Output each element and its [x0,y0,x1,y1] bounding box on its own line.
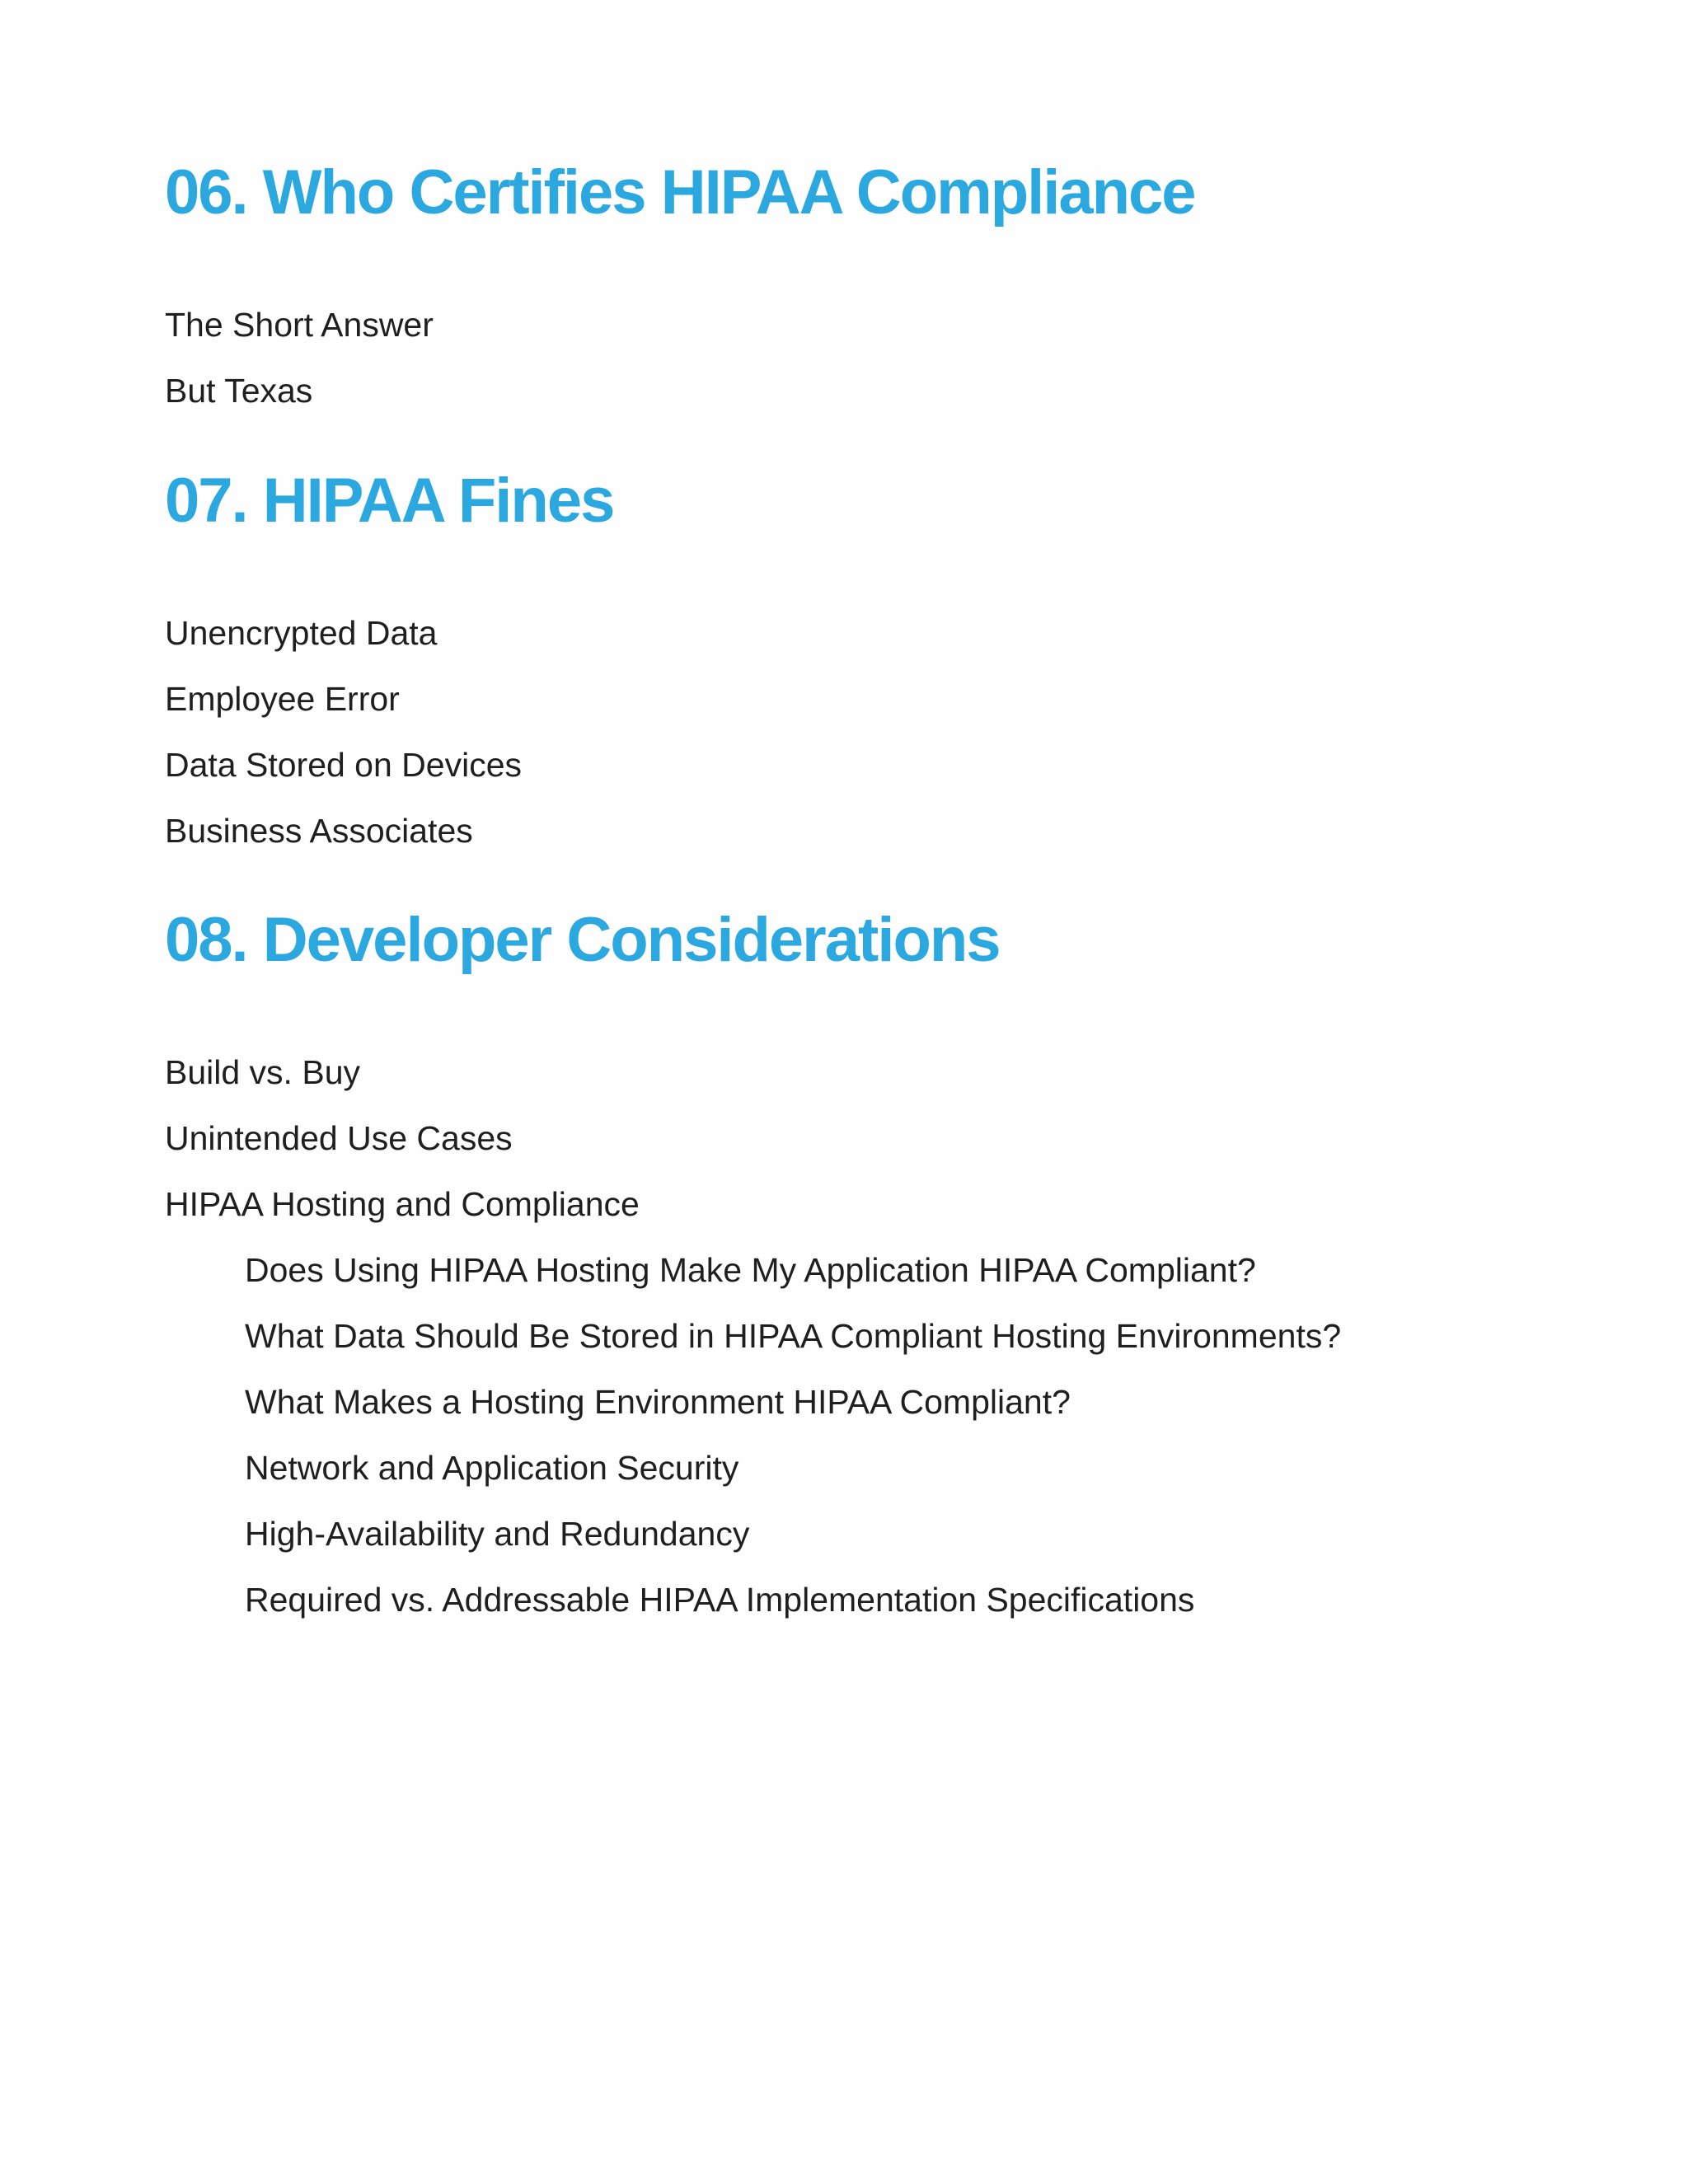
toc-item-the-short-answer[interactable]: The Short Answer [165,306,434,344]
toc-section-07 [165,466,1566,864]
section-heading-06: 06. Who Certifies HIPAA Compliance [165,157,1195,227]
toc-list-07 [165,600,1566,864]
section-heading-08: 08. Developer Considerations [165,905,1000,975]
toc-item-unintended-use-cases[interactable]: Unintended Use Cases [165,1119,513,1157]
toc-list-06 [165,292,1566,424]
toc-item-employee-error[interactable]: Employee Error [165,680,400,718]
toc-subitem-what-makes-hosting-compliant[interactable]: What Makes a Hosting Environment HIPAA Compliant? [245,1383,1071,1421]
toc-section-06 [165,157,1566,424]
section-heading-07: 07. HIPAA Fines [165,466,614,536]
toc-item-data-stored-on-devices[interactable]: Data Stored on Devices [165,746,523,784]
toc-item-hipaa-hosting-and-compliance[interactable]: HIPAA Hosting and Compliance [165,1185,640,1223]
toc-list-08 [165,1039,1566,1633]
toc-subitem-hosting-make-app-compliant[interactable]: Does Using HIPAA Hosting Make My Application HIPAA Compliant? [245,1251,1256,1289]
toc-item-business-associates[interactable]: Business Associates [165,812,473,850]
toc-item-unencrypted-data[interactable]: Unencrypted Data [165,614,438,652]
toc-section-08 [165,905,1566,1633]
toc-subitem-high-availability-and-redundancy[interactable]: High-Availability and Redundancy [245,1515,750,1553]
toc-subitem-network-and-application-security[interactable]: Network and Application Security [245,1449,739,1487]
toc-item-but-texas[interactable]: But Texas [165,372,313,410]
toc-subitem-what-data-should-be-stored[interactable]: What Data Should Be Stored in HIPAA Compliant Hosting Environments? [245,1317,1342,1355]
toc-item-build-vs-buy[interactable]: Build vs. Buy [165,1053,360,1091]
toc-subitem-required-vs-addressable[interactable]: Required vs. Addressable HIPAA Implementation Specifications [245,1581,1195,1619]
